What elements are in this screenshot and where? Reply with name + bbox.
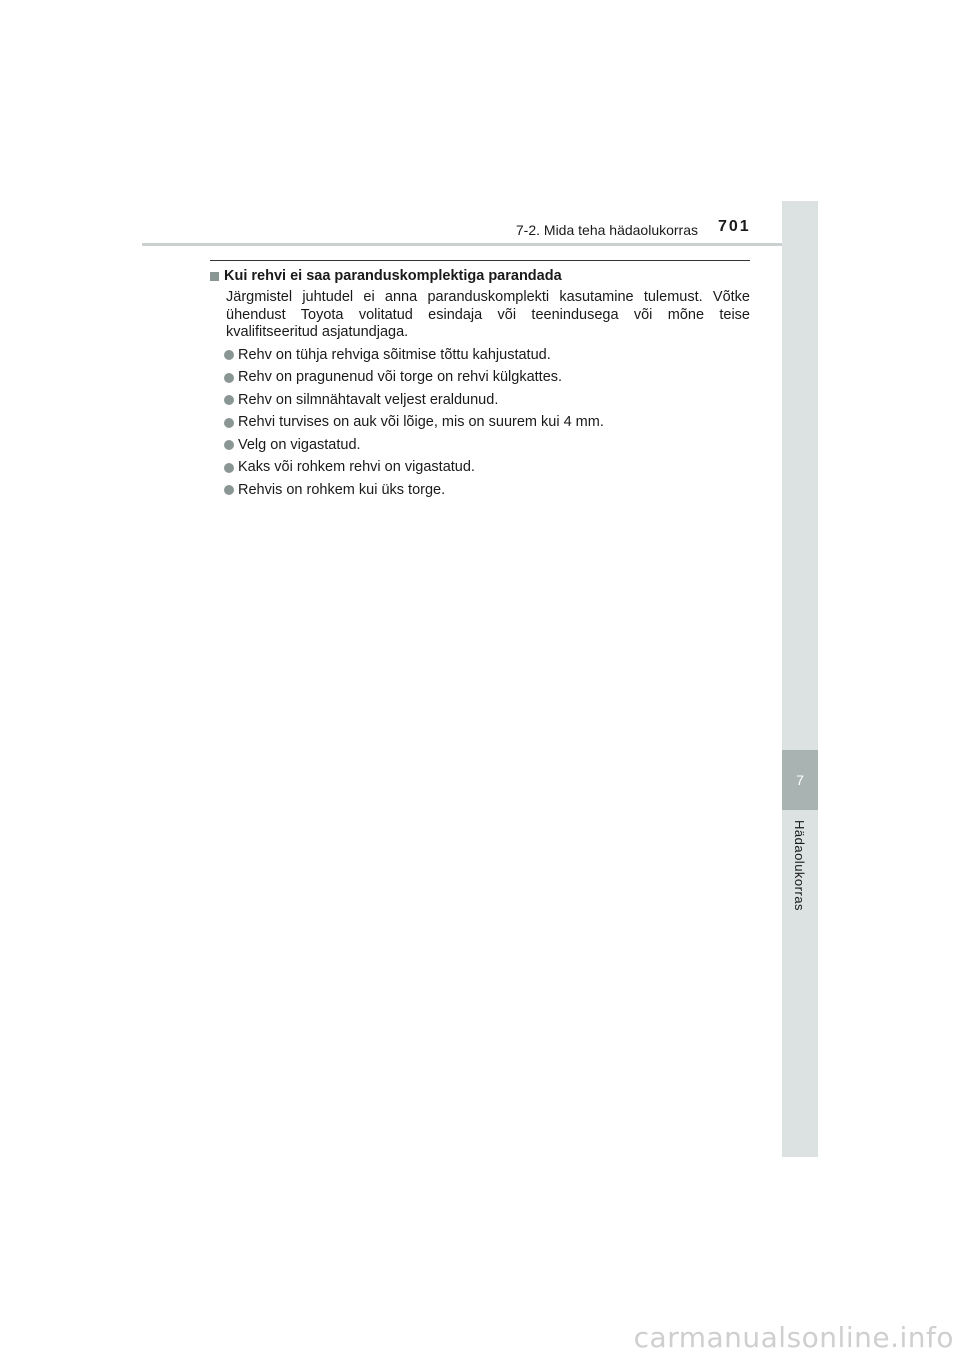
list-item-text: Rehvi turvises on auk või lõige, mis on suurem kui 4 mm.: [238, 414, 604, 430]
list-item: [224, 347, 750, 365]
list-item: [224, 369, 750, 387]
circle-bullet-icon: [224, 373, 234, 383]
list-item-text: Rehv on tühja rehviga sõitmise tõttu kahjustatud.: [238, 346, 551, 363]
list-item-text: Rehv on pragunenud või torge on rehvi külgkattes.: [238, 369, 563, 385]
section-intro: Järgmistel juhtudel ei anna paranduskomplekti kasutamine tulemust. Võtke ühendust Toyota volitatud esindaja või teenindusega või mõne teise kvalifitseeritud asjatundjaga.: [226, 289, 750, 340]
bullet-list: [224, 347, 750, 500]
chapter-number: 7: [796, 772, 804, 788]
main-content: [210, 260, 750, 504]
list-item-text: Velg on vigastatud.: [238, 436, 361, 453]
list-item: [224, 414, 750, 432]
header-divider: [142, 243, 818, 246]
section-heading: [210, 267, 750, 285]
list-item: [224, 392, 750, 410]
list-item: [224, 459, 750, 477]
circle-bullet-icon: [224, 350, 234, 360]
section-heading-text: Kui rehvi ei saa paranduskomplektiga parandada: [224, 268, 562, 284]
list-item-text: Kaks või rohkem rehvi on vigastatud.: [238, 459, 475, 475]
circle-bullet-icon: [224, 395, 234, 405]
circle-bullet-icon: [224, 418, 234, 428]
list-item-text: Rehvis on rohkem kui üks torge.: [238, 481, 446, 498]
list-item: [224, 437, 750, 455]
circle-bullet-icon: [224, 485, 234, 495]
page-number: 701: [718, 218, 751, 235]
chapter-side-tab: [782, 201, 818, 1157]
header-section-title: 7-2. Mida teha hädaolukorras: [515, 222, 698, 238]
circle-bullet-icon: [224, 440, 234, 450]
section-divider: [210, 260, 750, 261]
circle-bullet-icon: [224, 463, 234, 473]
list-item: [224, 482, 750, 500]
site-watermark: carmanualsonline.info: [633, 1321, 954, 1354]
square-bullet-icon: [210, 272, 219, 281]
list-item-text: Rehv on silmnähtavalt veljest eraldunud.: [238, 391, 499, 408]
chapter-label: Hädaolukorras: [792, 820, 807, 912]
chapter-number-tab[interactable]: [782, 750, 818, 810]
